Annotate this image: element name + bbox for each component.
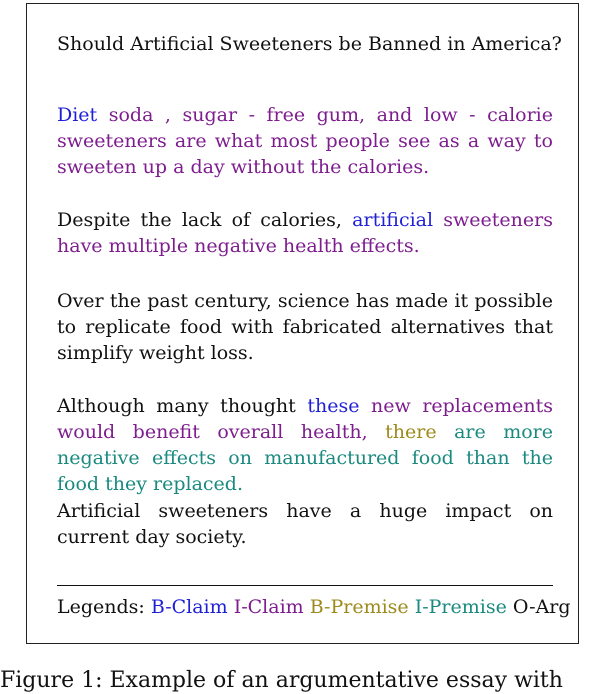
segment-b-premise: there <box>367 421 437 443</box>
segment-b-claim: artificial <box>352 209 434 231</box>
legend-o-arg: O-Arg <box>512 596 571 618</box>
segment-o-arg: Over the past century, science has made it possible to replicate food with fabricated alternatives that simplify weight loss. <box>57 290 553 364</box>
legend-i-claim: I-Claim <box>233 596 304 618</box>
essay-title: Should Artificial Sweeteners be Banned in America? <box>57 33 562 55</box>
segment-i-claim: sweeteners have multiple negative health effects. <box>57 209 553 257</box>
segment-i-premise: are more negative effects on manufactured food than the food they replaced. <box>57 421 553 495</box>
segment-i-claim: soda , sugar - free gum, and low - calorie sweeteners are what most people see as a way to sweeten up a day without the calories. <box>57 104 553 178</box>
segment-o-arg: Although many thought <box>57 395 308 417</box>
legend-divider <box>57 585 553 586</box>
figure-box <box>26 3 579 644</box>
legend-b-claim: B-Claim <box>150 596 228 618</box>
legend-i-premise: I-Premise <box>414 596 507 618</box>
segment-i-claim: new replacements would benefit overall health, <box>57 395 553 443</box>
essay-paragraph-3 <box>57 288 553 366</box>
segment-o-arg: Despite the lack of calories, <box>57 209 353 231</box>
segment-b-claim: Diet <box>57 104 98 126</box>
segment-o-arg: Artificial sweeteners have a huge impact on current day society. <box>57 500 553 548</box>
legend <box>57 594 571 620</box>
legend-b-premise: B-Premise <box>309 596 409 618</box>
essay-paragraph-5 <box>57 498 553 550</box>
essay-paragraph-1 <box>57 102 553 180</box>
legend-label: Legends: <box>57 596 145 618</box>
segment-b-claim: these <box>307 395 360 417</box>
essay-paragraph-2 <box>57 207 553 259</box>
essay-paragraph-4 <box>57 393 553 497</box>
figure-caption: Figure 1: Example of an argumentative essay with <box>0 668 563 693</box>
